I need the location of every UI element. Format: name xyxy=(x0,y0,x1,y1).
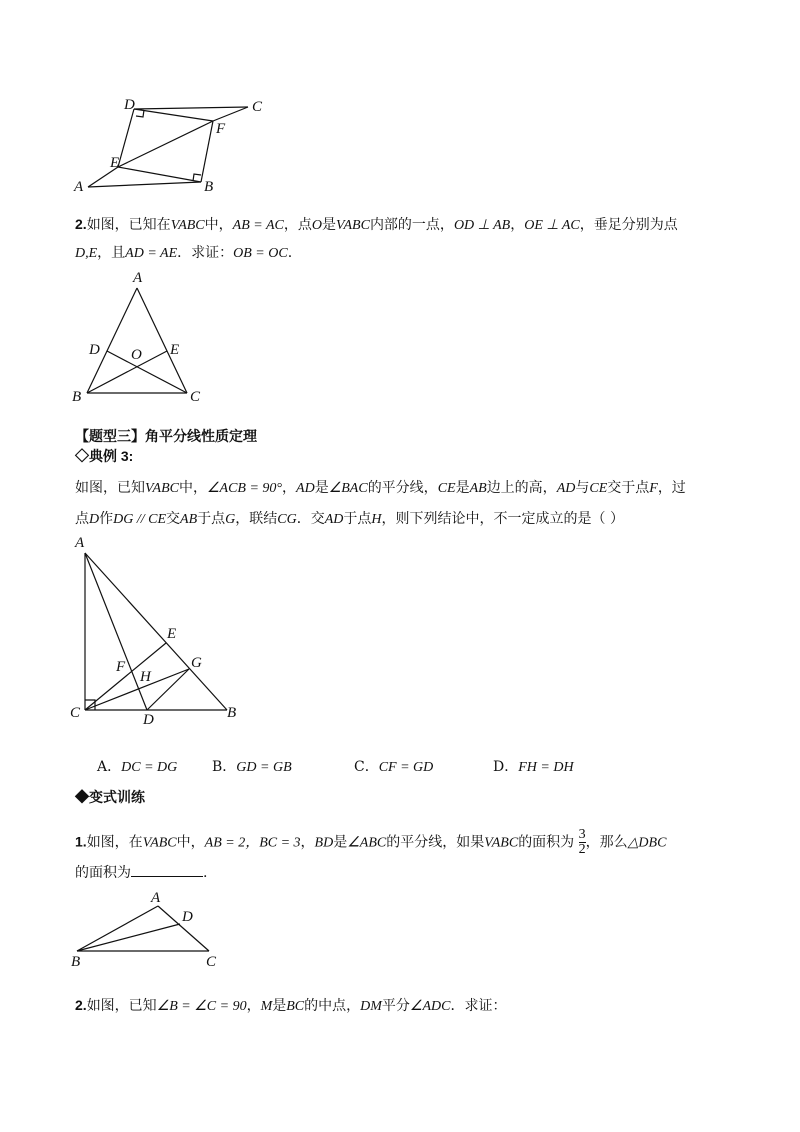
text: 如图，已知 xyxy=(75,480,145,496)
option-expr: CF = GD xyxy=(378,760,434,775)
text: ， xyxy=(282,480,297,496)
example-3-label: ◇典例 3: xyxy=(75,448,134,464)
text: 于点 xyxy=(197,511,226,527)
text: 是 xyxy=(321,217,336,233)
math: AB xyxy=(180,512,198,527)
text: 的面积为 xyxy=(518,834,575,851)
fig2-label-a: A xyxy=(133,270,143,286)
math: CE xyxy=(437,481,456,496)
text: ，联结 xyxy=(235,511,278,527)
figure-2-lines xyxy=(70,270,210,410)
answer-blank[interactable] xyxy=(131,862,203,877)
fig4-label-d: D xyxy=(182,909,193,925)
problem-2-number: 2. xyxy=(75,216,87,232)
figure-4 xyxy=(65,890,235,970)
fraction-denominator: 2 xyxy=(578,842,586,857)
option-expr: DC = DG xyxy=(121,760,178,775)
text: 交于点 xyxy=(607,480,650,496)
text: ，那么 xyxy=(585,834,628,851)
text: 边上的高， xyxy=(486,480,557,496)
option-c[interactable] xyxy=(354,757,433,778)
math: ∠BAC xyxy=(328,481,368,496)
text: 与 xyxy=(575,480,590,496)
option-d[interactable] xyxy=(493,757,574,778)
text: 是 xyxy=(333,834,348,851)
text: ，则下列结论中，不一定成立的是（ ） xyxy=(381,511,624,527)
fig1-label-c: C xyxy=(252,99,263,115)
fig2-label-e: E xyxy=(170,342,180,358)
math: VABC xyxy=(145,481,179,496)
option-a[interactable] xyxy=(97,757,177,778)
math: BD xyxy=(314,835,334,851)
fig1-label-d: D xyxy=(124,97,135,113)
text: 内部的一点， xyxy=(369,217,454,233)
math: ∠ADC xyxy=(409,999,451,1014)
option-key: A． xyxy=(97,759,122,775)
area-fraction xyxy=(579,828,586,857)
fig3-label-f: F xyxy=(116,659,126,675)
text: 如图，已知在 xyxy=(86,217,171,233)
training-q1-line-1 xyxy=(75,828,666,857)
math: CG xyxy=(277,512,297,527)
text: ，垂足分别为点 xyxy=(579,217,678,233)
math: DM xyxy=(360,999,382,1014)
text: 的面积为 xyxy=(75,865,131,881)
fig3-label-c: C xyxy=(70,705,81,721)
fig4-label-c: C xyxy=(206,954,217,970)
math: VABC xyxy=(142,835,177,851)
text: 中， xyxy=(176,834,205,851)
math: D,E xyxy=(75,246,98,261)
math: OE ⊥ AC xyxy=(524,218,580,233)
section-3-heading: 【题型三】角平分线性质定理 xyxy=(75,428,257,444)
text: . xyxy=(287,245,293,261)
text: 点 xyxy=(75,511,89,527)
math: OB = OC xyxy=(233,246,288,261)
figure-3-lines xyxy=(65,535,255,730)
text: 的平分线，如果 xyxy=(386,834,485,851)
math: AD xyxy=(324,512,344,527)
math: OD ⊥ AB xyxy=(453,218,511,233)
text: 中， xyxy=(204,217,233,233)
text: 的平分线， xyxy=(367,480,438,496)
figure-1 xyxy=(60,95,280,205)
text: ， xyxy=(510,217,525,233)
math: ∠B = ∠C = 90 xyxy=(156,999,247,1014)
text: 中， xyxy=(178,480,207,496)
training-q2 xyxy=(75,995,506,1017)
option-key: B． xyxy=(212,759,237,775)
text: 如图，已知 xyxy=(86,998,157,1014)
training-q1-line-2 xyxy=(75,862,207,883)
text: ， xyxy=(246,998,261,1014)
fig1-label-f: F xyxy=(216,121,226,137)
figure-2 xyxy=(70,270,210,410)
problem-2-line-1 xyxy=(75,214,678,236)
fig2-label-d: D xyxy=(89,342,100,358)
math: AD = AE xyxy=(125,246,178,261)
math: H xyxy=(371,512,382,527)
math: VABC xyxy=(484,835,519,851)
option-expr: GD = GB xyxy=(236,760,292,775)
text: ， xyxy=(300,834,315,851)
text: 如图，在 xyxy=(86,834,143,851)
math: CE xyxy=(589,481,608,496)
question-number: 2. xyxy=(75,997,87,1013)
fig1-label-a: A xyxy=(74,179,84,195)
math: BC xyxy=(286,999,305,1014)
figure-3 xyxy=(65,535,255,730)
text: ，过 xyxy=(657,480,686,496)
training-heading: ◆变式训练 xyxy=(75,789,145,805)
fig3-label-a: A xyxy=(75,535,85,551)
fig3-label-h: H xyxy=(140,669,151,685)
text: 平分 xyxy=(381,998,410,1014)
figure-1-lines xyxy=(60,95,280,205)
math: ∠ACB = 90° xyxy=(206,481,283,496)
fig3-label-g: G xyxy=(191,655,202,671)
text: ．交 xyxy=(296,511,325,527)
option-expr: FH = DH xyxy=(518,760,574,775)
text: ．求证： xyxy=(450,998,507,1014)
math: G xyxy=(225,512,236,527)
text: ，点 xyxy=(283,217,312,233)
option-b[interactable] xyxy=(212,757,292,778)
text: 的中点， xyxy=(304,998,361,1014)
fig1-label-b: B xyxy=(204,179,214,195)
math: AB xyxy=(469,481,487,496)
math: VABC xyxy=(170,218,205,233)
text: . xyxy=(203,865,208,881)
fig4-label-a: A xyxy=(151,890,161,906)
math: DG // CE xyxy=(113,512,167,527)
example-3-line-1 xyxy=(75,478,686,499)
math: AB = AC xyxy=(232,218,284,233)
fraction-numerator: 3 xyxy=(578,827,586,842)
math: O xyxy=(311,218,322,233)
math: M xyxy=(260,999,273,1014)
fig2-label-c: C xyxy=(190,389,201,405)
math: F xyxy=(649,481,658,496)
fig3-label-e: E xyxy=(167,626,177,642)
text: 是 xyxy=(314,480,329,496)
math: D xyxy=(89,512,100,527)
fig1-label-e: E xyxy=(110,155,120,171)
fig3-label-d: D xyxy=(143,712,154,728)
fig3-label-b: B xyxy=(227,705,237,721)
math: VABC xyxy=(335,218,370,233)
text: 于点 xyxy=(343,511,372,527)
fig2-label-o: O xyxy=(131,347,142,363)
text: 是 xyxy=(455,480,470,496)
text: 是 xyxy=(272,998,287,1014)
option-key: C． xyxy=(354,759,379,775)
math: AD xyxy=(556,481,576,496)
math: AB = 2，BC = 3 xyxy=(204,835,301,851)
text: ．求证： xyxy=(177,245,234,261)
example-3-line-2 xyxy=(75,509,624,530)
option-key: D． xyxy=(493,759,519,775)
math: AD xyxy=(296,481,315,496)
question-number: 1. xyxy=(75,833,87,850)
problem-2-line-2 xyxy=(75,243,292,264)
fig4-label-b: B xyxy=(71,954,81,970)
text: ，且 xyxy=(97,245,126,261)
math: ∠ABC xyxy=(347,835,387,851)
math: △DBC xyxy=(627,835,667,851)
fig2-label-b: B xyxy=(72,389,82,405)
text: 作 xyxy=(99,511,114,527)
text: 交 xyxy=(166,511,181,527)
